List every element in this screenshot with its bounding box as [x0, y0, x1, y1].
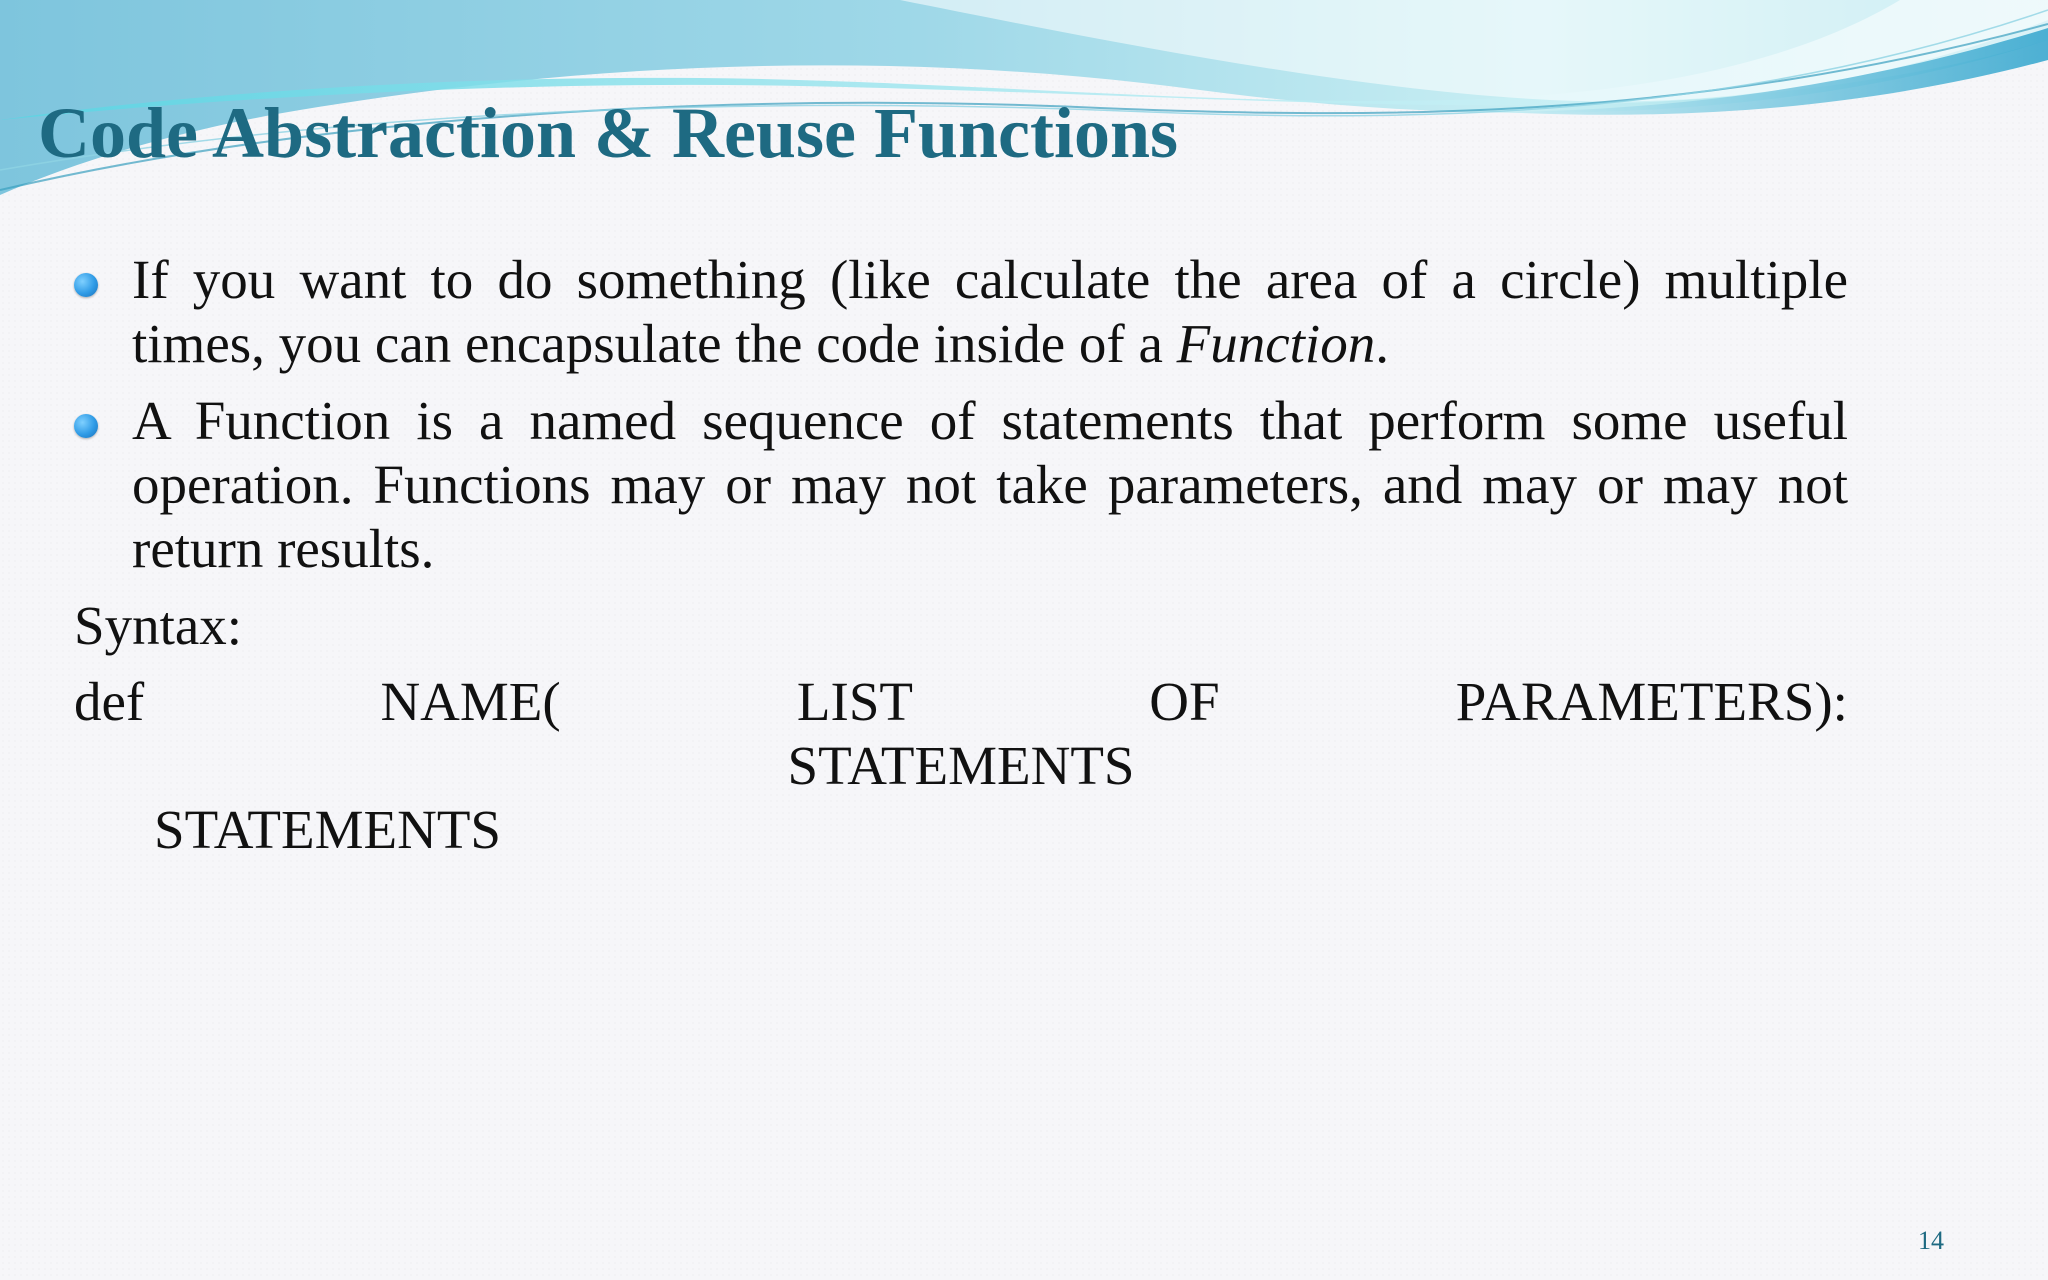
bullet-list — [74, 248, 1848, 581]
page-number: 14 — [1918, 1226, 1944, 1255]
slide-body — [74, 248, 1848, 862]
function-signature — [74, 670, 1848, 734]
bullet-text: A Function is a named sequence of statements that perform some useful operation. Functions may or may not take parameters, and may or may not return results. — [132, 390, 1848, 579]
bullet-emphasis: Function — [1176, 313, 1376, 374]
bullet-dot-icon — [74, 414, 98, 438]
code-token-parameters: PARAMETERS): — [1455, 671, 1848, 732]
code-token-def: def — [74, 671, 145, 732]
code-token-of: OF — [1149, 671, 1220, 732]
bullet-dot-icon — [74, 273, 98, 297]
bullet-item — [74, 248, 1848, 376]
syntax-label: Syntax: — [74, 595, 243, 656]
bullet-text: If you want to do something (like calculate the area of a circle) multiple times, you can encapsulate the code inside of a — [132, 249, 1848, 374]
code-token-list: LIST — [796, 671, 914, 732]
bullet-text-end: . — [1375, 313, 1389, 374]
statements-line-1: STATEMENTS — [787, 735, 1135, 796]
slide-title: Code Abstraction & Reuse Functions — [38, 93, 1179, 173]
bullet-item — [74, 389, 1848, 581]
statements-line-2: STATEMENTS — [154, 799, 501, 860]
code-token-name: NAME( — [380, 671, 561, 732]
